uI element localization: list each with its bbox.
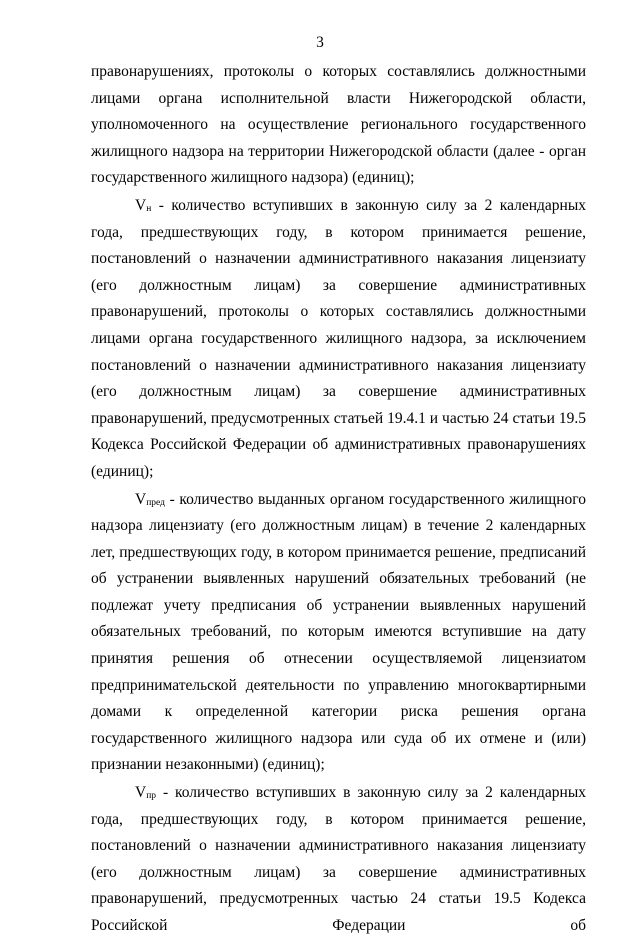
variable-subscript: пред — [146, 497, 165, 508]
paragraph-v-n — [91, 193, 586, 486]
variable-symbol: V — [135, 490, 147, 508]
variable-subscript: пр — [146, 791, 157, 802]
variable-symbol: V — [135, 784, 147, 802]
document-body — [91, 59, 586, 940]
paragraph-continuation — [91, 59, 586, 192]
paragraph-v-pr — [91, 780, 586, 940]
paragraph-v-pred — [91, 487, 586, 780]
paragraph-text: - количество вступивших в законную силу за 2 календарных года, предшествующих году, в котором принимается решение, постановлений о назначении административного наказания лицензиату (его должностным лицам) за совершение административных правонарушений, предусмотренных частью 24 статьи 19.5 Кодекса Российской Федерации об — [91, 784, 586, 934]
variable-subscript: н — [146, 203, 152, 214]
paragraph-text: - количество вступивших в законную силу за 2 календарных года, предшествующих году, в котором принимается решение, постановлений о назначении административного наказания лицензиату (его должностным лицам) за совершение административных правонарушений, протоколы о которых составлялись должностными лицами органа государственного жилищного надзора, за исключением постановлений о назначении административного наказания лицензиату (его должностным лицам) за совершение административных правонарушений, предусмотренных статьей 19.4.1 и частью 24 статьи 19.5 Кодекса Российской Федерации об административных правонарушениях (единиц); — [91, 196, 586, 480]
variable-symbol: V — [135, 196, 147, 214]
paragraph-text: - количество выданных органом государственного жилищного надзора лицензиату (его должностным лицам) в течение 2 календарных лет, предшествующих году, в котором принимается решение, предписаний об устранении выявленных нарушений обязательных требований (не подлежат учету предписания об устранении выявленных нарушений обязательных требований, по которым имеются вступившие на дату принятия решения об отнесении осуществляемой лицензиатом предпринимательской деятельности по управлению многоквартирными домами к определенной категории риска решения органа государственного жилищного надзора или суда об их отмене и (или) признании незаконными) (единиц); — [91, 490, 586, 774]
paragraph-text: правонарушениях, протоколы о которых составлялись должностными лицами органа исполнительной власти Нижегородской области, уполномоченного на осуществление регионального государственного жилищного надзора на территории Нижегородской области (далее - орган государственного жилищного надзора) (единиц); — [91, 63, 586, 187]
page-number: 3 — [316, 34, 324, 51]
